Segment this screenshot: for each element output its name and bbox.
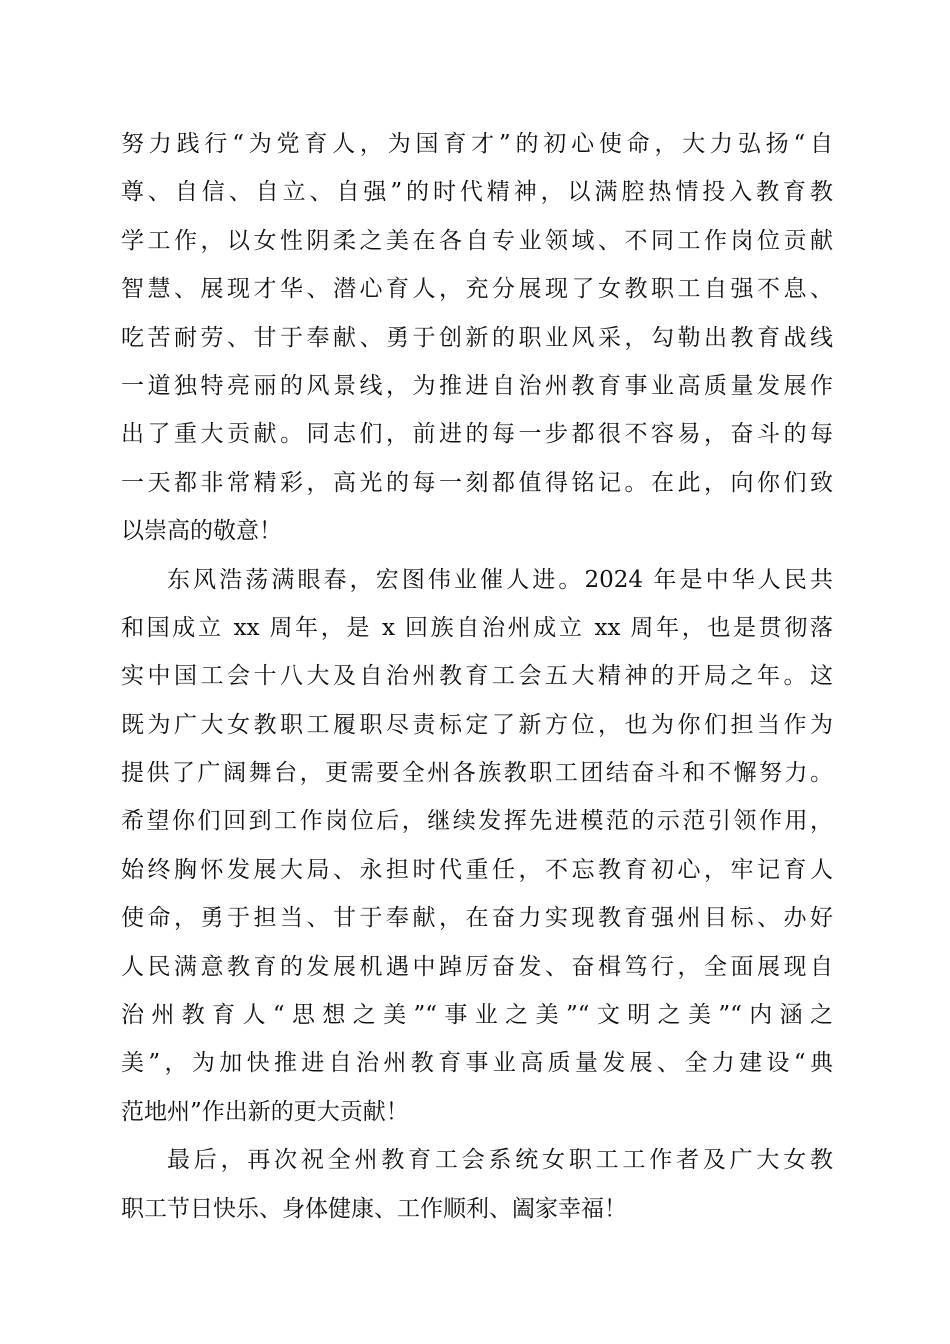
paragraph-line: 美”，为加快推进自治州教育事业高质量发展、全力建设“典: [121, 1050, 833, 1077]
paragraph-line: 学工作，以女性阴柔之美在各自专业领域、不同工作岗位贡献: [121, 227, 833, 254]
paragraph-1: [121, 120, 833, 556]
paragraph-line: 出了重大贡献。同志们，前进的每一步都很不容易，奋斗的每: [121, 421, 833, 448]
paragraph-line: 实中国工会十八大及自治州教育工会五大精神的开局之年。这: [121, 663, 833, 690]
document-body: [121, 120, 833, 1233]
paragraph-line: 尊、自信、自立、自强”的时代精神，以满腔热情投入教育教: [121, 179, 833, 206]
paragraph-line: 智慧、展现才华、潜心育人，充分展现了女教职工自强不息、: [121, 276, 833, 303]
paragraph-line: 和国成立 xx 周年，是 x 回族自治州成立 xx 周年，也是贯彻落: [121, 614, 833, 641]
paragraph-line: 以崇高的敬意！: [121, 518, 282, 545]
paragraph-line: 治州教育人“思想之美”“事业之美”“文明之美”“内涵之: [121, 1002, 833, 1029]
paragraph-line: 使命，勇于担当、甘于奉献，在奋力实现教育强州目标、办好: [121, 905, 833, 932]
paragraph-line: 最后，再次祝全州教育工会系统女职工工作者及广大女教: [167, 1147, 833, 1174]
paragraph-line: 努力践行“为党育人，为国育才”的初心使命，大力弘扬“自: [121, 131, 833, 157]
paragraph-line: 一天都非常精彩，高光的每一刻都值得铭记。在此，向你们致: [121, 469, 833, 496]
paragraph-line: 职工节日快乐、身体健康、工作顺利、阖家幸福！: [121, 1195, 627, 1222]
paragraph-line: 范地州”作出新的更大贡献！: [121, 1098, 409, 1125]
paragraph-line: 希望你们回到工作岗位后，继续发挥先进模范的示范引领作用，: [121, 808, 833, 835]
paragraph-3: [121, 1136, 833, 1233]
paragraph-line: 东风浩荡满眼春，宏图伟业催人进。2024 年是中华人民共: [167, 566, 833, 593]
paragraph-line: 既为广大女教职工履职尽责标定了新方位，也为你们担当作为: [121, 711, 833, 738]
paragraph-2: [121, 556, 833, 1137]
paragraph-line: 人民满意教育的发展机遇中踔厉奋发、奋楫笃行，全面展现自: [121, 953, 833, 980]
paragraph-line: 始终胸怀发展大局、永担时代重任，不忘教育初心，牢记育人: [121, 856, 833, 883]
paragraph-line: 吃苦耐劳、甘于奉献、勇于创新的职业风采，勾勒出教育战线: [121, 324, 833, 351]
paragraph-line: 提供了广阔舞台，更需要全州各族教职工团结奋斗和不懈努力。: [121, 760, 833, 787]
paragraph-line: 一道独特亮丽的风景线，为推进自治州教育事业高质量发展作: [121, 372, 833, 399]
